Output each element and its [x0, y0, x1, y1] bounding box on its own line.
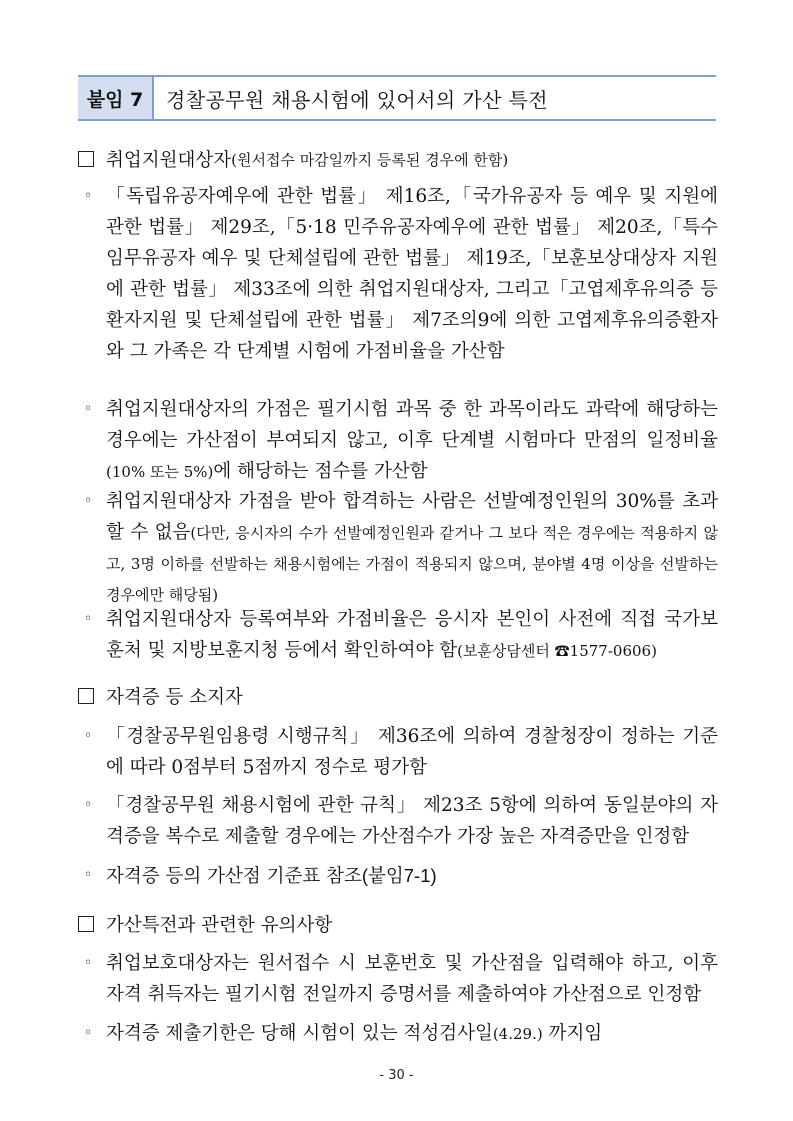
item-text: 「독립유공자예우에 관한 법률」 제16조,「국가유공자 등 예우 및 지원에 관한 법률」 제29조,「5·18 민주유공자예우에 관한 법률」 제20조,「특수임무유공자 예우 및 단체설립에 관한 법률」 제19조,「보훈보상대상자 지원에 관한 법률」 제33조에 의한 취업지원대상자, 그리고「고엽제후유의증 등 환자지원 및 단체설립에 관한 법률」 제7조의9에 의한 고엽제후유의증환자와 그 가족은 각 단계별 시험에 가점비율을 가산함	[106, 186, 718, 362]
list-item	[84, 948, 718, 1010]
section-title: 자격증 등 소지자	[106, 687, 243, 708]
list-item	[84, 790, 718, 852]
item-text: 「경찰공무원 채용시험에 관한 규칙」 제23조 5항에 의하여 동일분야의 자격증을 복수로 제출할 경우에는 가산점수가 가장 높은 자격증만을 인정함	[106, 795, 718, 847]
section-title: 취업지원대상자	[106, 150, 232, 171]
checkbox-square-icon	[78, 916, 94, 932]
item-text: 자격증 제출기한은 당해 시험이 있는 적성검사일	[106, 1023, 493, 1044]
item-text: 취업지원대상자 등록여부와 가점비율은 응시자 본인이 사전에 직접 국가보훈처 및 지방보훈지청 등에서 확인하여야 함	[106, 609, 718, 661]
item-text: 「경찰공무원임용령 시행규칙」 제36조에 의하여 경찰청장이 정하는 기준에 따라 0점부터 5점까지 정수로 평가함	[106, 726, 718, 778]
item-text-tail: 까지임	[542, 1023, 603, 1044]
list-item	[84, 721, 718, 783]
bullet-icon: ◦	[84, 728, 93, 744]
list-item	[84, 486, 718, 610]
page-title: 경찰공무원 채용시험에 있어서의 가산 특전	[166, 87, 548, 112]
bullet-icon: ◦	[84, 1025, 93, 1041]
bullet-icon: ◦	[84, 611, 93, 627]
bullet-icon: ◦	[84, 188, 93, 204]
section-heading-notes	[78, 911, 332, 937]
bullet-icon: ◦	[84, 867, 93, 883]
page-number: - 30 -	[379, 1068, 414, 1083]
section-heading-certificates	[78, 683, 243, 709]
item-text-small: (4.29.)	[492, 1025, 543, 1043]
section-heading-employment-support	[78, 146, 508, 172]
list-item	[84, 181, 718, 367]
list-item	[84, 394, 718, 488]
bullet-icon: ◦	[84, 401, 93, 417]
list-item	[84, 604, 718, 667]
list-item	[84, 860, 718, 892]
item-text: 취업보호대상자는 원서접수 시 보훈번호 및 가산점을 입력해야 하고, 이후 자격 취득자는 필기시험 전일까지 증명서를 제출하여야 가산점으로 인정함	[106, 953, 718, 1005]
bullet-icon: ◦	[84, 797, 93, 813]
item-note: (보훈상담센터 ☎1577-0606)	[457, 642, 657, 660]
item-text-tail: 에 해당하는 점수를 가산함	[213, 461, 428, 482]
section-note: (원서접수 마감일까지 등록된 경우에 한함)	[231, 150, 509, 169]
item-text-small: (10% 또는 5%)	[106, 463, 214, 481]
bullet-icon: ◦	[84, 493, 93, 509]
attachment-tag: 붙임 7	[78, 77, 154, 119]
item-text: 취업지원대상자의 가점은 필기시험 과목 중 한 과목이라도 과락에 해당하는 경우에는 가산점이 부여되지 않고, 이후 단계별 시험마다 만점의 일정비율	[106, 399, 718, 451]
item-text: 취업지원대상자 가점을 받아 합격하는 사람은 선발예정인원의 30%를 초과할 수 없음	[106, 491, 718, 543]
checkbox-square-icon	[78, 151, 94, 167]
bullet-icon: ◦	[84, 955, 93, 971]
list-item	[84, 1018, 718, 1050]
checkbox-square-icon	[78, 688, 94, 704]
page-header	[78, 75, 716, 121]
section-title: 가산특전과 관련한 유의사항	[106, 915, 333, 936]
item-note: (다만, 응시자의 수가 선발예정인원과 같거나 그 보다 적은 경우에는 적용하지 않고, 3명 이하를 선발하는 채용시험에는 가점이 적용되지 않으며, 분야별 4명 이상을 선발하는 경우에만 해당됨)	[106, 524, 718, 604]
item-text-tail: (붙임7-1)	[361, 865, 437, 886]
item-text: 자격증 등의 가산점 기준표 참조	[106, 866, 362, 887]
